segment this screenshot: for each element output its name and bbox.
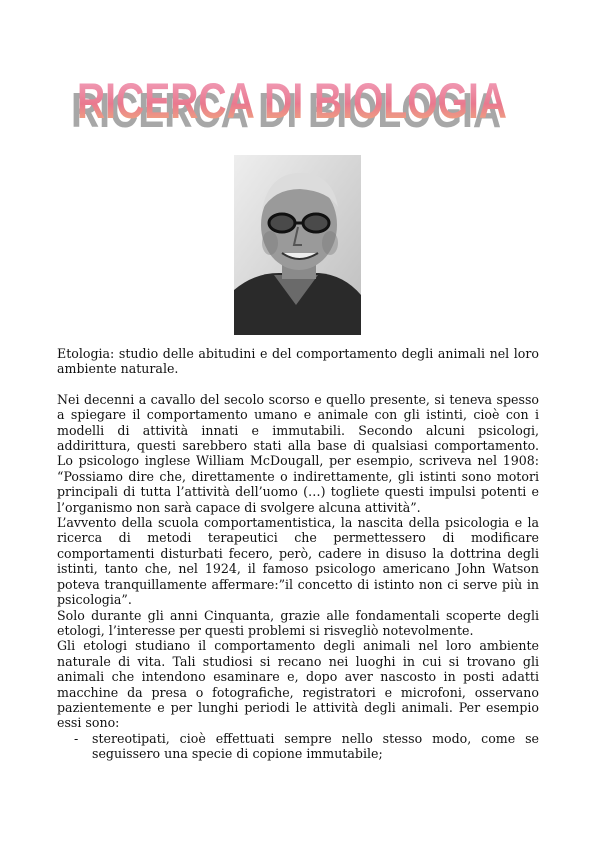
- bullet-list: [57, 731, 539, 762]
- title-text: RICERCA DI BIOLOGIA: [77, 73, 507, 129]
- portrait-image: [234, 155, 361, 335]
- title-shadow: RICERCA DI BIOLOGIA: [70, 83, 501, 138]
- paragraph-ethologists: Gli etologi studiano il comportamento degli animali nel loro ambiente naturale di vita. Tali studiosi si recano nei luoghi in cui si trovano gli animali che intendono esaminare e, dopo aver nascosto in posti adatti macchine da presa o fotografiche, registratori e microfoni, osservano pazientemente e per lunghi periodi le attività degli animali. Per esempio essi sono:: [57, 638, 539, 731]
- paragraph-definition: Etologia: studio delle abitudini e del comportamento degli animali nel loro ambiente naturale.: [57, 346, 539, 377]
- paragraph-fifties: Solo durante gli anni Cinquanta, grazie alle fondamentali scoperte degli etologi, l’interesse per questi problemi si risvegliò notevolmente.: [57, 607, 539, 638]
- paragraph-history: Nei decenni a cavallo del secolo scorso e quello presente, si teneva spesso a spiegare il comportamento umano e animale con gli istinti, cioè con i modelli di attività innati e immutabili. Secondo alcuni psicologi, addirittura, questi sarebbero stati alla base di qualsiasi comportamento. Lo psicologo inglese William McDougall, per esempio, scriveva nel 1908: “Possiamo dire che, direttamente o indirettamente, gli istinti sono motori principali di tutta l’attività dell’uomo (…) togliete questi impulsi potenti e l’organismo non sarà capace di svolgere alcuna attività”.: [57, 391, 539, 515]
- portrait-photo: [234, 155, 361, 335]
- document-title: [52, 62, 522, 140]
- body-text: [57, 346, 539, 762]
- paragraph-gap: [57, 377, 539, 392]
- wordart-title: [52, 62, 522, 140]
- bullet-dash: -: [74, 730, 79, 746]
- bullet-text: stereotipati, cioè effettuati sempre nello stesso modo, come se seguissero una specie di copione immutabile;: [92, 730, 539, 762]
- paragraph-behaviorism: L’avvento della scuola comportamentistica, la nascita della psicologia e la ricerca di metodi terapeutici che permettessero di modificare comportamenti disturbati fecero, però, cadere in disuso la dottrina degli istinti, tanto che, nel 1924, il famoso psicologo americano John Watson poteva tranquillamente affermare:”il concetto di istinto non ci serve più in psicologia”.: [57, 515, 539, 608]
- list-item: [57, 731, 539, 762]
